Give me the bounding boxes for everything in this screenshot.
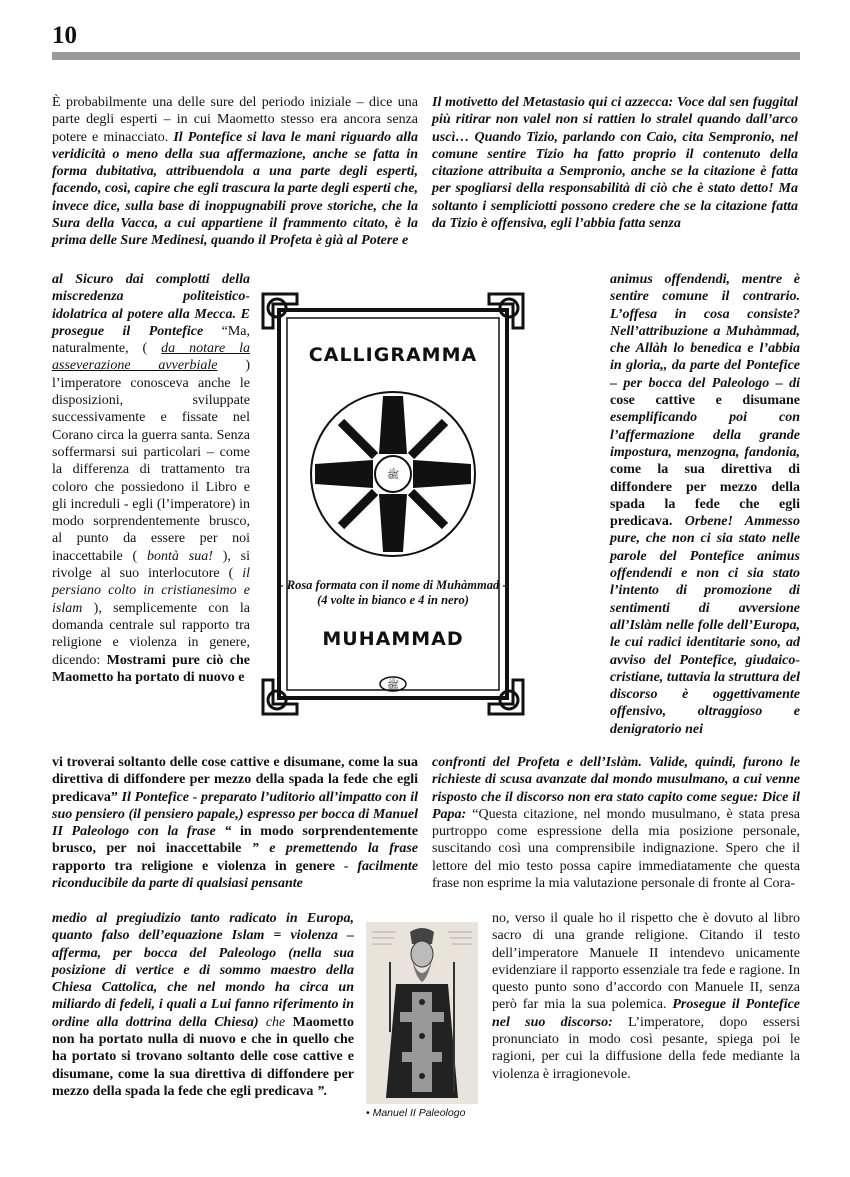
text-segment: Senza soffermarsi sui particolari – come la differenza di trattamento tra coloro che possiedono il Libro e gli increduli - egli (l’imperatore) in modo sorprendentemente brusco, al punto da essere per noi inaccettabile (: [52, 427, 251, 564]
text-segment: Maometto non ha portato nulla di nuovo e che in quello che ha portato si trovano soltanto delle cose cattive e disumane, come la sua direttiva di diffondere per mezzo della spada la fede che egli predicava: [52, 1014, 354, 1099]
text-segment: “Questa citazione, nel mondo musulmano, è stata presa purtroppo come espressione della mia posizione personale, suscitando così una comprensibile indignazione. Spero che il lettore del mio testo possa capire immediatamente che questa frase non esprime la mia valutazione personale di fronte al Cora-: [432, 806, 800, 892]
header-rule: [52, 52, 800, 60]
text-segment: il persiano colto in cristianesimo e islam: [52, 566, 250, 616]
text-segment: Il Pontefice - preparato l’uditorio all’impatto con il suo pensiero (il pensiero papale,) espresso per bocca di Manuel II Paleologo con la frase “: [52, 789, 419, 840]
text-segment: ) l’imperatore conosceva anche le disposizioni, sviluppate successivamente e fissate nel Corano circa la guerra santa.: [52, 358, 251, 443]
text-segment: Mostrami pure ciò che Maometto ha portato di nuovo e: [52, 652, 250, 685]
caption-line-1: - Rosa formata con il nome di Muhàmmad -: [279, 578, 507, 592]
text-segment: è già al Potere e: [315, 233, 409, 249]
text-segment: È probabilmente una delle sure del periodo iniziale – dice una parte degli esperti – in cui Maometto stesso era ancora senza potere e minacciato.: [52, 95, 418, 145]
left-col-mid: [52, 754, 418, 892]
right-col-narrow: [610, 271, 800, 738]
text-segment: vi troverai soltanto delle cose cattive e disumane, come la sua direttiva di diffondere per mezzo della spada la fede che egli predicava”: [52, 755, 418, 805]
page-number: 10: [52, 22, 77, 49]
text-segment: in modo sorprendentemente brusco, per noi inaccettabile: [52, 824, 419, 857]
portrait-caption: • Manuel II Paleologo: [366, 1107, 466, 1119]
text-segment: cose cattive e disumane: [610, 393, 800, 409]
text-segment: “Ma, naturalmente, (: [52, 323, 251, 357]
text-segment: che: [265, 1014, 286, 1030]
text-segment: medio al pregiudizio tanto radicato in Europa, quanto falso dell’equazione Islam = violenza – afferma, per bocca del Paleologo (nella sua posizione di vertice e di sommo maestro della Chiesa Cattolica, che nel mondo ha circa un miliardo di fedeli, i quali a Lui fanno riferimento in ordine alla dottrina della Chiesa): [52, 911, 354, 1030]
calligram-rose-icon: [311, 392, 475, 556]
salawat-icon: [380, 677, 406, 691]
text-segment: E prosegue il Pontefice: [52, 306, 251, 339]
portrait-manuel-ii-image: [366, 922, 478, 1104]
caption-line-2: (4 volte in bianco e 4 in nero): [317, 593, 469, 607]
text-segment: Prosegue il Pontefice nel suo discorso:: [492, 997, 801, 1030]
text-segment: al Sicuro dai complotti della miscredenza politeistico- idolatrica al potere alla Mecca.: [52, 272, 250, 322]
text-segment: no, verso il quale ho il rispetto che è dovuto al libro sacro di una grande religione. Citando il testo dell’imperatore Manuele II intendevo unicamente evidenziare il rapporto essenziale tra fede e ragione. In questo punto sono d’accordo con Manuele II, senza però far mia la sua polemica.: [492, 911, 800, 1013]
text-segment: L’imperatore, dopo essersi pronunciato in modo così pesante, spiega poi le ragioni, per cui la diffusione della fede mediante la violenza è irragionevole.: [492, 1014, 801, 1082]
svg-text:ﷺ: ﷺ: [386, 470, 400, 481]
calligram-title: CALLIGRAMMA: [308, 344, 478, 366]
left-col-bottom: [52, 910, 354, 1100]
text-segment: esemplificando poi con l’affermazione della grande impostura, menzogna, fandonia,: [610, 410, 800, 460]
calligram-name: MUHAMMAD: [322, 628, 464, 650]
text-segment: confronti del Profeta e dell’Islàm. Valide, quindi, furono le richieste di scusa avanzate dal mondo musulmano, a cui venne risposto che il discorso non era stato capito come segue: Dice il Papa:: [432, 755, 800, 822]
text-segment: Orbene! Ammesso pure, che non ci sia stato nelle parole del Pontefice animus offendendi e non ci sia stato l’intento di promozione di sentimenti di avversione all’Islàm nelle folle dell’Europa, le cui radici identitarie sono, ad avviso del Pontefice, giudaico-cristiane, tuttavia la struttura del discorso è oggettivamente offensivo, oltraggioso e denigratorio nei: [610, 514, 800, 737]
text-segment: animus offendendi, mentre è sentire comune il contrario.: [610, 272, 800, 305]
text-segment: L’offesa in cosa consiste? Nell’attribuzione a Muhàmmad, che Allàh lo benedica e l’abbia in gloria,, da parte del Pontefice – per bocca del Paleologo – di: [610, 306, 800, 391]
left-col-narrow: [52, 271, 250, 686]
left-col-top: [52, 94, 418, 250]
calligram-caption: [277, 578, 509, 608]
text-segment: ), semplicemente con la domanda centrale sul rapporto tra religione e violenza in genere, dicendo:: [52, 600, 251, 668]
right-col-mid: [432, 754, 800, 892]
text-segment: Il motivetto del Metastasio qui ci azzecca:: [432, 95, 674, 110]
text-segment: Ma soltanto i sempliciotti possono credere che se la citazione fatta da Tizio è offensiva, egli l’abbia fatta senza: [432, 181, 798, 232]
text-segment: ” e premettendo la frase: [251, 841, 418, 857]
text-segment: Voce dal sen fuggital più ritirar non valel non si rattien lo stralel quando dall’arco uscì…: [432, 95, 798, 145]
text-segment: - facilmente riconducibile da parte di qualsiasi pensante: [52, 858, 419, 892]
right-col-top: [432, 94, 798, 232]
text-segment: da notare la asseverazione avverbiale: [52, 341, 251, 374]
svg-text:ﷺ: ﷺ: [386, 680, 400, 691]
right-col-bottom: [492, 910, 800, 1083]
text-segment: rapporto tra religione e violenza in genere: [52, 858, 335, 874]
text-segment: ”.: [316, 1083, 328, 1099]
text-segment: bontà sua!: [147, 548, 213, 564]
calligram-figure: [257, 288, 529, 720]
text-segment: Quando Tizio, parlando con Caio, cita Sempronio, nel comune sentire Tizio ha fatto proprio il contenuto della citazione attribuita a Sempronio, anche se la citazione è fatta per spogliarsi della responsabilità di ciò che è stato detto!: [432, 129, 798, 197]
text-segment: come la sua direttiva di diffondere per mezzo della spada la fede che egli predicava.: [610, 462, 800, 530]
text-segment: ), si rivolge al suo interlocutore (: [52, 548, 251, 582]
text-segment: Il Pontefice si lava le mani riguardo alla veridicità o meno della sua affermazione, anche se fatta in forma dubitativa, attribuendola a una parte degli esperti, facendo, così, capire che egli trascura la parte degli esperti che, invece dice, sulla base di inoppugnabili prove storiche, che la Sura della Vacca, a cui appartiene il frammento citato, è la prima delle Sure Medinesi, quando il Profeta: [52, 129, 419, 249]
